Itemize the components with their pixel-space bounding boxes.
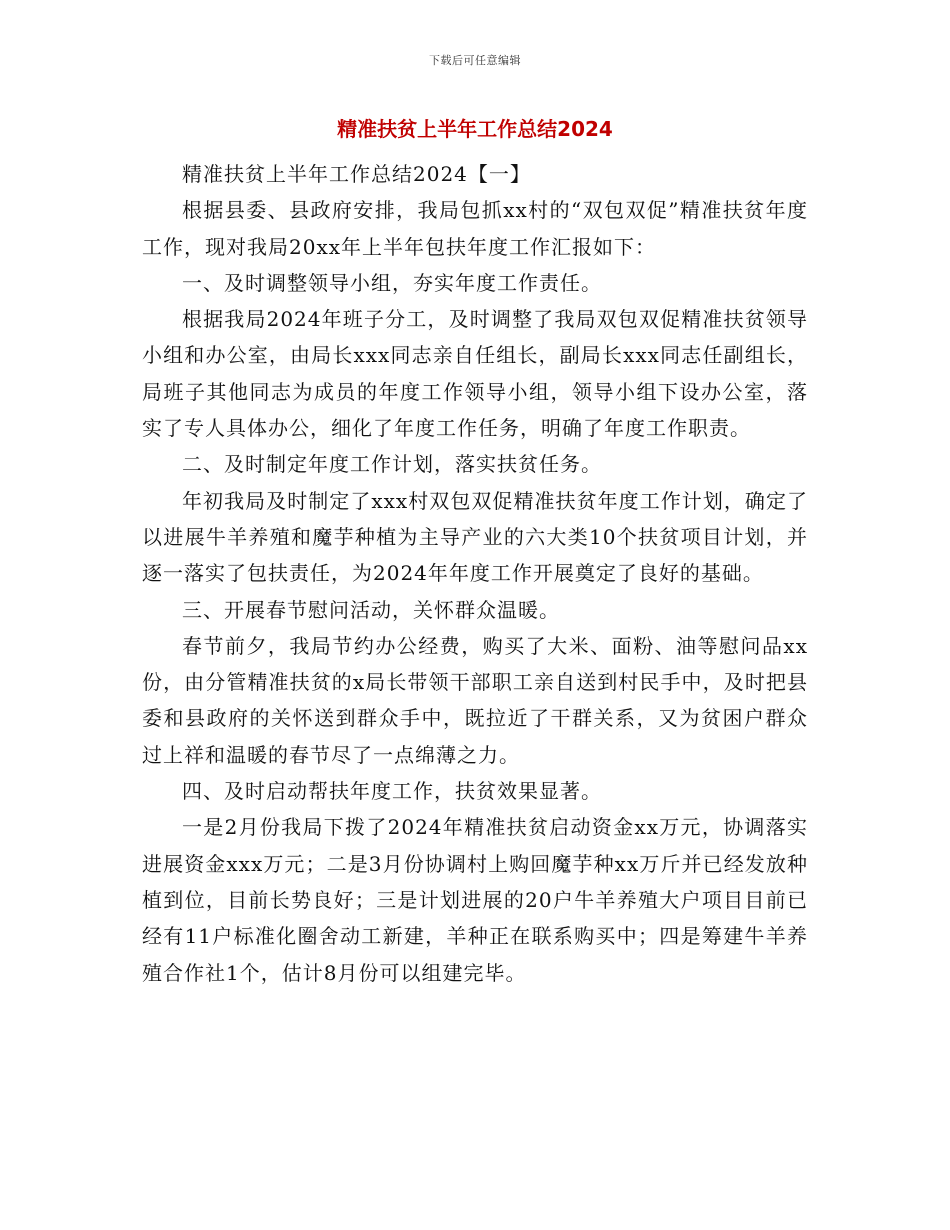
section-heading-2: 二、及时制定年度工作计划，落实扶贫任务。 — [182, 452, 602, 477]
document-title: 精准扶贫上半年工作总结2024 — [337, 117, 613, 141]
section-heading-4: 四、及时启动帮扶年度工作，扶贫效果显著。 — [182, 779, 602, 804]
intro-paragraph: 根据县委、县政府安排，我局包抓xx村的“双包双促”精准扶贫年度工作，现对我局20xx年上半年包扶年度工作汇报如下： — [142, 198, 808, 259]
section-heading-1: 一、及时调整领导小组，夯实年度工作责任。 — [182, 270, 602, 295]
section-body-2: 年初我局及时制定了xxx村双包双促精准扶贫年度工作计划，确定了以进展牛羊养殖和魔芋种植为主导产业的六大类10个扶贫项目计划，并逐一落实了包扶责任，为2024年年度工作开展奠定了良好的基础。 — [142, 488, 808, 586]
section-body-1: 根据我局2024年班子分工，及时调整了我局双包双促精准扶贫领导小组和办公室，由局长xxx同志亲自任组长，副局长xxx同志任副组长，局班子其他同志为成员的年度工作领导小组，领导小组下设办公室，落实了专人具体办公，细化了年度工作任务，明确了年度工作职责。 — [142, 307, 808, 441]
section-heading-3: 三、开展春节慰问活动，关怀群众温暖。 — [182, 597, 560, 622]
section-body-3: 春节前夕，我局节约办公经费，购买了大米、面粉、油等慰问品xx份，由分管精准扶贫的x局长带领干部职工亲自送到村民手中，及时把县委和县政府的关怀送到群众手中，既拉近了干群关系，又为贫困户群众过上祥和温暖的春节尽了一点绵薄之力。 — [142, 633, 808, 767]
section-body-4: 一是2月份我局下拨了2024年精准扶贫启动资金xx万元，协调落实进展资金xxx万元；二是3月份协调村上购回魔芋种xx万斤并已经发放种植到位，目前长势良好；三是计划进展的20户牛羊养殖大户项目目前已经有11户标准化圈舍动工新建，羊种正在联系购买中；四是筹建牛羊养殖合作社1个，估计8月份可以组建完毕。 — [142, 815, 808, 985]
section-heading-part-one: 精准扶贫上半年工作总结2024【一】 — [182, 162, 531, 186]
document-body — [142, 156, 808, 991]
page-header-note: 下载后可任意编辑 — [429, 54, 521, 67]
